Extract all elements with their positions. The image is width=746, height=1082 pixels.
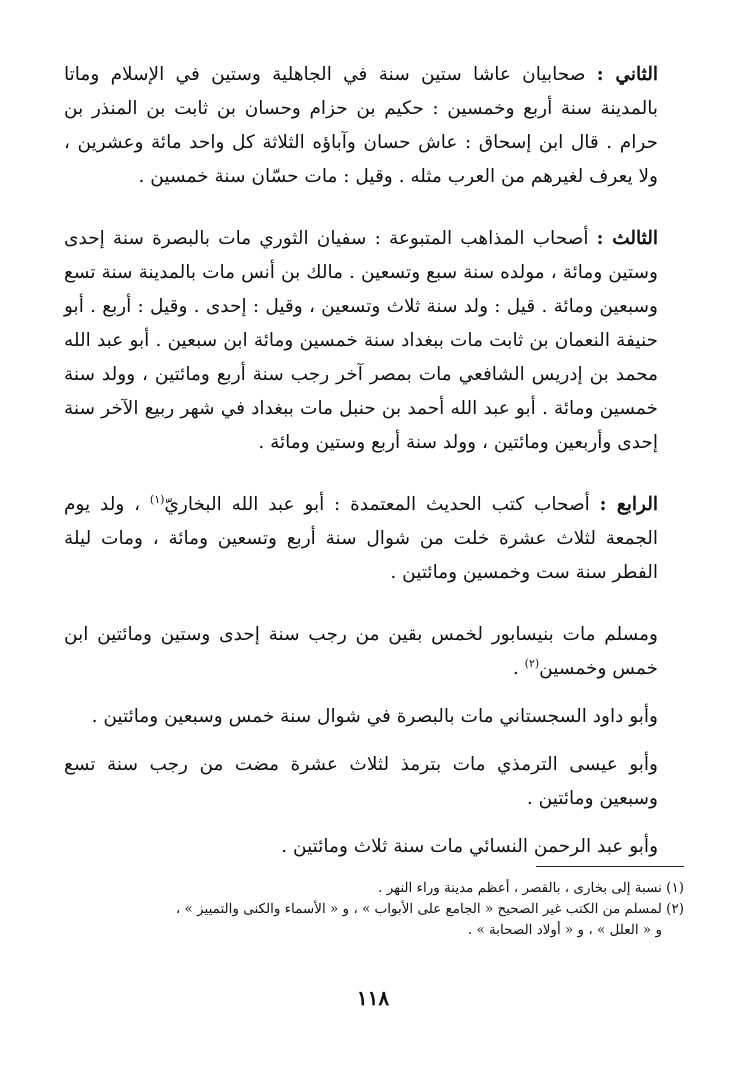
paragraph-text-third: أصحاب المذاهب المتبوعة : سفيان الثوري مات بالبصرة سنة إحدى وستين ومائة ، مولده سنة سبع وتسعين . مالك بن أنس مات بالمدينة سنة تسع وسبعين ومائة . قيل : ولد سنة ثلاث وتسعين ، وقيل : إحدى . وقيل : أربع . أبو حنيفة النعمان بن ثابت مات ببغداد سنة خمسين ومائة ابن سبعين . أبو عبد الله محمد بن إدريس الشافعي مات بمصر آخر رجب سنة أربع ومائتين ، وولد سنة خمسين ومائة . أبو عبد الله أحمد بن حنبل مات ببغداد في شهر ربيع الآخر سنة إحدى وأربعين ومائتين ، وولد سنة أربع وستين ومائة . xyxy=(64,228,658,453)
paragraph-text-second: صحابيان عاشا ستين سنة في الجاهلية وستين في الإسلام وماتا بالمدينة سنة أربع وخمسين : حكيم بن حزام وحسان بن ثابت بن المنذر بن حرام . قال ابن إسحاق : عاش حسان وآباؤه الثلاثة كل واحد مائة وعشرين ، ولا يعرف لغيرهم من العرب مثله . وقيل : مات حسّان سنة خمسين . xyxy=(64,64,658,187)
paragraph-nasai xyxy=(64,830,684,864)
paragraph-text-tirmidhi: وأبو عيسى الترمذي مات بترمذ لثلاث عشرة مضت من رجب سنة تسع وسبعين ومائتين . xyxy=(64,754,658,809)
paragraph-gap xyxy=(64,686,684,700)
footnote-ref-2: (٢) xyxy=(524,656,540,670)
page-number: ١١٨ xyxy=(356,986,390,1010)
footnote-2-line-1: (٢) لمسلم من الكتب غير الصحيح « الجامع على الأبواب » ، و « الأسماء والكنى والتمييز » ، xyxy=(175,901,684,917)
paragraph-lead-second: الثاني : xyxy=(596,64,658,85)
footnote-2-line-2: و « العلل » ، و « أولاد الصحابة » . xyxy=(467,922,662,938)
paragraph-gap xyxy=(64,734,684,748)
footnotes-section xyxy=(68,878,684,941)
paragraph-abu-dawud xyxy=(64,700,684,734)
footnote-ref-1: (١) xyxy=(149,492,165,506)
paragraph-gap xyxy=(64,590,684,618)
paragraph-third xyxy=(64,222,684,460)
main-text-body xyxy=(64,58,684,864)
paragraph-muslim xyxy=(64,618,684,686)
paragraph-text-muslim-end: . xyxy=(512,658,519,679)
paragraph-gap xyxy=(64,460,684,488)
paragraph-text-muslim: ومسلم مات بنيسابور لخمس بقين من رجب سنة إحدى وستين ومائتين ابن خمس وخمسين xyxy=(64,624,658,679)
paragraph-gap xyxy=(64,194,684,222)
paragraph-fourth xyxy=(64,488,684,590)
paragraph-second xyxy=(64,58,684,194)
paragraph-text-fourth-b: ، ولد يوم الجمعة لثلاث عشرة خلت من شوال سنة أربع وتسعين ومائة ، ومات ليلة الفطر سنة ست وخمسين ومائتين . xyxy=(64,494,658,583)
paragraph-tirmidhi xyxy=(64,748,684,816)
paragraph-text-nasai: وأبو عبد الرحمن النسائي مات سنة ثلاث ومائتين . xyxy=(281,836,658,857)
paragraph-text-fourth-a: أصحاب كتب الحديث المعتمدة : أبو عبد الله البخاريّ xyxy=(164,494,590,515)
paragraph-lead-fourth: الرابع : xyxy=(599,494,658,515)
paragraph-text-abu-dawud: وأبو داود السجستاني مات بالبصرة في شوال سنة خمس وسبعين ومائتين . xyxy=(91,706,658,727)
footnote-divider xyxy=(536,866,684,867)
paragraph-gap xyxy=(64,816,684,830)
paragraph-lead-third: الثالث : xyxy=(596,228,658,249)
footnote-1: (١) نسبة إلى بخارى ، بالقصر ، أعظم مدينة وراء النهر . xyxy=(378,880,684,896)
